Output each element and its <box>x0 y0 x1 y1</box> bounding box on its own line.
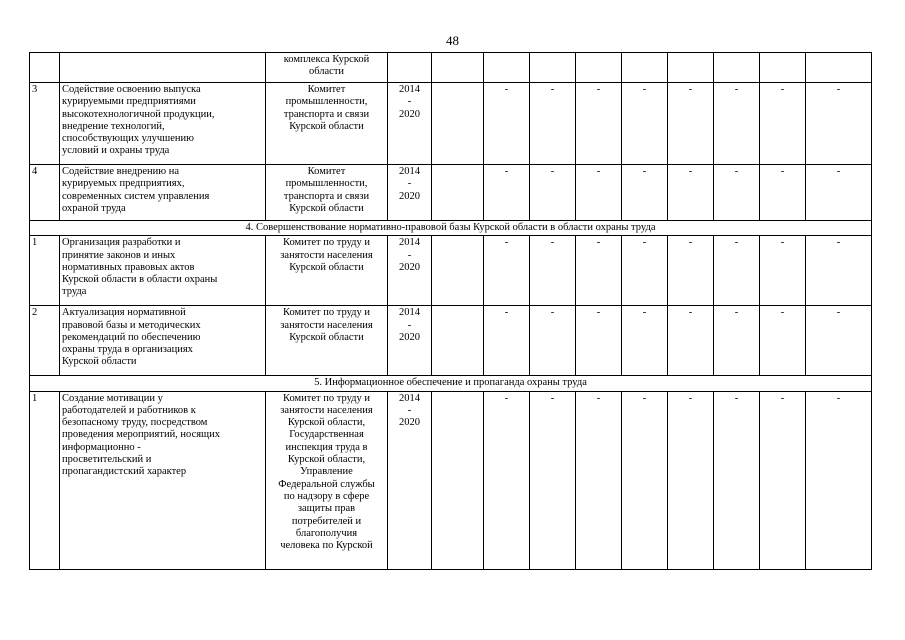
table-row <box>30 236 872 306</box>
executor-cell <box>266 83 388 165</box>
funding-cell <box>622 53 668 83</box>
row-number: 1 <box>30 236 60 306</box>
funding-cell: - <box>622 391 668 569</box>
executor-cell-line: Комитет <box>307 166 346 177</box>
executor-cell-line: занятости населения <box>280 249 373 261</box>
period-cell-line: - <box>407 249 412 261</box>
activity-name-line: высокотехнологичной продукции, <box>62 108 215 120</box>
funding-cell: - <box>806 306 872 376</box>
funding-cell: - <box>760 391 806 569</box>
period-cell-line: - <box>407 178 412 190</box>
funding-cell <box>714 53 760 83</box>
activity-name-line: Содействие внедрению на <box>62 166 180 177</box>
section-header-row <box>30 376 872 391</box>
funding-cell: - <box>760 165 806 221</box>
executor-cell-line: Федеральной службы <box>278 478 375 490</box>
table-row <box>30 83 872 165</box>
activity-name <box>60 391 266 569</box>
executor-cell-line: Курской области <box>289 261 364 273</box>
funding-cell: - <box>806 165 872 221</box>
row-number: 2 <box>30 306 60 376</box>
funding-cell: - <box>760 306 806 376</box>
executor-cell-line: промышленности, <box>285 178 368 190</box>
executor-cell-line: области <box>308 66 345 78</box>
period-cell-line: - <box>407 404 412 416</box>
table-row <box>30 391 872 569</box>
activity-name-line: информационно - <box>62 441 141 453</box>
activity-name-line: Создание мотивации у <box>62 392 163 404</box>
period-cell <box>388 165 432 221</box>
activity-name <box>60 53 266 83</box>
section-title: 5. Информационное обеспечение и пропаганда охраны труда <box>30 376 872 391</box>
period-cell <box>388 391 432 569</box>
row-number: 3 <box>30 83 60 165</box>
row-number <box>30 53 60 83</box>
activity-name-line: нормативных правовых актов <box>62 261 195 273</box>
executor-cell <box>266 165 388 221</box>
activity-name-line: охраны труда в организациях <box>62 344 193 356</box>
row-number: 1 <box>30 391 60 569</box>
executor-cell-line: Курской области, <box>287 454 366 466</box>
activity-name-line: курируемых предприятиях, <box>62 178 185 190</box>
funding-cell <box>806 53 872 83</box>
funding-cell: - <box>576 165 622 221</box>
period-cell <box>388 236 432 306</box>
period-cell-line: 2014 <box>399 84 420 95</box>
executor-cell-line: по надзору в сфере <box>283 490 370 502</box>
funding-cell: - <box>622 236 668 306</box>
period-cell-line: 2020 <box>399 417 420 429</box>
executor-cell-line: Комитет по труду и <box>282 392 370 404</box>
funding-cell: - <box>484 306 530 376</box>
table-row <box>30 306 872 376</box>
funding-cell: - <box>668 306 714 376</box>
period-cell <box>388 83 432 165</box>
funding-cell: - <box>530 236 576 306</box>
executor-cell-line: транспорта и связи <box>283 190 370 202</box>
executor-cell-line: Управление <box>300 466 353 478</box>
activity-name-line: безопасному труду, посредством <box>62 417 208 429</box>
funding-cell <box>432 306 484 376</box>
activity-plan-table <box>29 52 872 570</box>
executor-cell-line: благополучия <box>295 527 358 539</box>
activity-name-line: просветительский и <box>62 454 152 466</box>
executor-cell-line: комплекса Курской <box>283 54 370 65</box>
period-cell-line: 2020 <box>399 190 420 202</box>
activity-name-line: Актуализация нормативной <box>62 307 186 319</box>
funding-cell: - <box>714 391 760 569</box>
period-cell-line: 2020 <box>399 261 420 273</box>
funding-cell: - <box>576 306 622 376</box>
funding-cell: - <box>484 83 530 165</box>
funding-cell: - <box>576 83 622 165</box>
funding-cell: - <box>714 306 760 376</box>
executor-cell-line: Курской области <box>289 331 364 343</box>
activity-name-line: проведения мероприятий, носящих <box>62 429 221 441</box>
executor-cell-line: транспорта и связи <box>283 108 370 120</box>
period-cell <box>388 53 432 83</box>
executor-cell <box>266 236 388 306</box>
activity-name-line: Курской области <box>62 356 137 368</box>
executor-cell-line: инспекция труда в <box>285 441 368 453</box>
activity-name-line: Организация разработки и <box>62 237 181 249</box>
executor-cell-line: Курской области <box>289 120 364 132</box>
section-title: 4. Совершенствование нормативно-правовой базы Курской области в области охраны труда <box>30 221 872 236</box>
executor-cell-line: защиты прав <box>297 503 356 515</box>
period-cell <box>388 306 432 376</box>
executor-cell-line: промышленности, <box>285 96 368 108</box>
period-cell-line: - <box>407 319 412 331</box>
executor-cell-line: Курской области <box>289 202 364 214</box>
funding-cell: - <box>668 83 714 165</box>
executor-cell-line: Комитет по труду и <box>282 307 370 319</box>
executor-cell <box>266 53 388 83</box>
section-header-row <box>30 221 872 236</box>
executor-cell-line: занятости населения <box>280 404 373 416</box>
funding-cell: - <box>806 391 872 569</box>
funding-cell: - <box>530 391 576 569</box>
funding-cell <box>432 83 484 165</box>
funding-cell: - <box>668 236 714 306</box>
activity-name <box>60 306 266 376</box>
executor-cell-line: занятости населения <box>280 319 373 331</box>
funding-cell <box>576 53 622 83</box>
funding-cell: - <box>760 236 806 306</box>
activity-name <box>60 83 266 165</box>
funding-cell: - <box>668 391 714 569</box>
funding-cell <box>760 53 806 83</box>
activity-name-line: современных систем управления <box>62 190 210 202</box>
executor-cell <box>266 391 388 569</box>
funding-cell <box>432 391 484 569</box>
table-row <box>30 53 872 83</box>
funding-cell: - <box>576 391 622 569</box>
executor-cell-line: Курской области, <box>287 417 366 429</box>
funding-cell <box>432 236 484 306</box>
funding-cell: - <box>484 236 530 306</box>
table-row <box>30 165 872 221</box>
period-cell-line: 2014 <box>399 237 420 249</box>
funding-cell: - <box>576 236 622 306</box>
activity-name-line: Содействие освоению выпуска <box>62 84 201 95</box>
funding-cell: - <box>714 83 760 165</box>
activity-name-line: труда <box>62 286 87 298</box>
activity-name <box>60 236 266 306</box>
period-cell-line: 2014 <box>399 166 420 177</box>
activity-name <box>60 165 266 221</box>
period-cell-line: 2020 <box>399 331 420 343</box>
activity-name-line: пропагандистский характер <box>62 466 187 478</box>
period-cell-line: 2014 <box>399 307 420 319</box>
funding-cell: - <box>484 391 530 569</box>
funding-cell: - <box>714 165 760 221</box>
activity-name-line: работодателей и работников к <box>62 404 196 416</box>
activity-name-line: условий и охраны труда <box>62 145 170 157</box>
executor-cell-line: потребителей и <box>291 515 362 527</box>
funding-cell <box>530 53 576 83</box>
funding-cell <box>484 53 530 83</box>
funding-cell <box>432 165 484 221</box>
period-cell-line: 2014 <box>399 392 420 404</box>
funding-cell: - <box>806 236 872 306</box>
funding-cell: - <box>760 83 806 165</box>
funding-cell: - <box>806 83 872 165</box>
executor-cell-line: человека по Курской <box>280 540 373 552</box>
executor-cell-line: Государственная <box>289 429 364 441</box>
funding-cell <box>668 53 714 83</box>
executor-cell-line: Комитет по труду и <box>282 237 370 249</box>
funding-cell: - <box>714 236 760 306</box>
activity-name-line: способствующих улучшению <box>62 133 194 145</box>
funding-cell: - <box>668 165 714 221</box>
period-cell-line: 2020 <box>399 108 420 120</box>
row-number: 4 <box>30 165 60 221</box>
activity-name-line: курируемыми предприятиями <box>62 96 196 108</box>
funding-cell: - <box>622 165 668 221</box>
executor-cell-line: Комитет <box>307 84 346 95</box>
activity-name-line: правовой базы и методических <box>62 319 201 331</box>
activity-name-line: Курской области в области охраны <box>62 274 218 286</box>
funding-cell: - <box>530 306 576 376</box>
page-number: 48 <box>446 33 459 48</box>
funding-cell <box>432 53 484 83</box>
activity-name-line: принятие законов и иных <box>62 249 176 261</box>
funding-cell: - <box>622 83 668 165</box>
funding-cell: - <box>530 83 576 165</box>
activity-name-line: рекомендаций по обеспечению <box>62 331 201 343</box>
funding-cell: - <box>484 165 530 221</box>
funding-cell: - <box>622 306 668 376</box>
activity-name-line: внедрение технологий, <box>62 120 165 132</box>
executor-cell <box>266 306 388 376</box>
funding-cell: - <box>530 165 576 221</box>
activity-name-line: охраной труда <box>62 202 126 214</box>
period-cell-line: - <box>407 96 412 108</box>
